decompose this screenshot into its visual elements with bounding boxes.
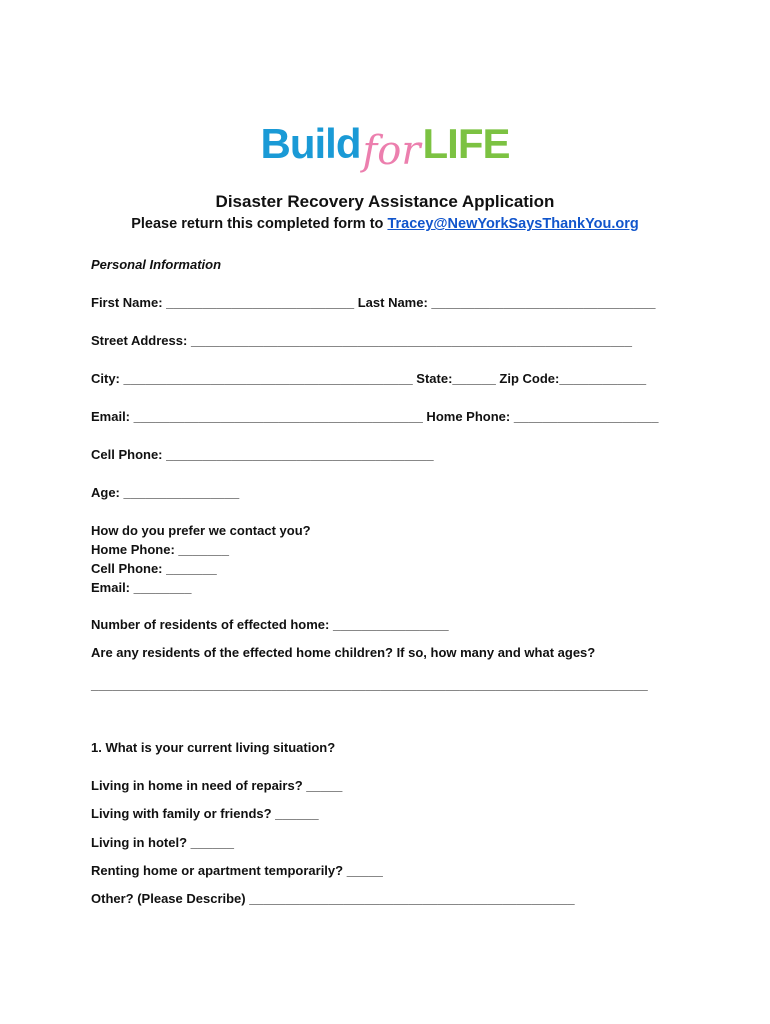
logo-build: Build bbox=[260, 120, 361, 167]
contact-home-phone-option[interactable]: Home Phone: _______ bbox=[91, 542, 230, 557]
age-line[interactable]: Age: ________________ bbox=[91, 485, 240, 500]
subtitle-text: Please return this completed form to bbox=[131, 216, 388, 232]
living-option[interactable]: Living in home in need of repairs? _____ bbox=[91, 778, 343, 793]
contact-email-link[interactable]: Tracey@NewYorkSaysThankYou.org bbox=[387, 216, 639, 232]
contact-email-option[interactable]: Email: ________ bbox=[91, 580, 192, 595]
buildforlife-logo bbox=[0, 120, 770, 174]
city-state-zip-line[interactable]: City: ________________________________________ State:______ Zip Code:____________ bbox=[91, 371, 647, 386]
logo-for: for bbox=[362, 128, 421, 174]
contact-cell-phone-option[interactable]: Cell Phone: _______ bbox=[91, 561, 217, 576]
children-answer-line[interactable]: _____________________________________________________________________________ bbox=[91, 677, 648, 692]
form-subtitle bbox=[0, 216, 770, 232]
living-option[interactable]: Living in hotel? ______ bbox=[91, 835, 235, 850]
contact-preference-question: How do you prefer we contact you? bbox=[91, 523, 311, 538]
email-home-phone-line[interactable]: Email: ________________________________________ Home Phone: ____________________ bbox=[91, 409, 659, 424]
street-address-line[interactable]: Street Address: _____________________________________________________________ bbox=[91, 333, 632, 348]
logo-life: LIFE bbox=[422, 120, 510, 167]
name-field-line[interactable]: First Name: __________________________ Last Name: _______________________________ bbox=[91, 295, 656, 310]
form-title: Disaster Recovery Assistance Application bbox=[215, 192, 555, 211]
residents-count-line[interactable]: Number of residents of effected home: ________________ bbox=[91, 617, 449, 632]
living-option-other[interactable]: Other? (Please Describe) _____________________________________________ bbox=[91, 891, 575, 906]
living-situation-question: 1. What is your current living situation? bbox=[91, 740, 336, 755]
living-option[interactable]: Living with family or friends? ______ bbox=[91, 806, 319, 821]
personal-info-heading: Personal Information bbox=[91, 257, 222, 272]
children-question: Are any residents of the effected home children? If so, how many and what ages? bbox=[91, 645, 596, 660]
living-option[interactable]: Renting home or apartment temporarily? _____ bbox=[91, 863, 383, 878]
cell-phone-line[interactable]: Cell Phone: _____________________________________ bbox=[91, 447, 434, 462]
